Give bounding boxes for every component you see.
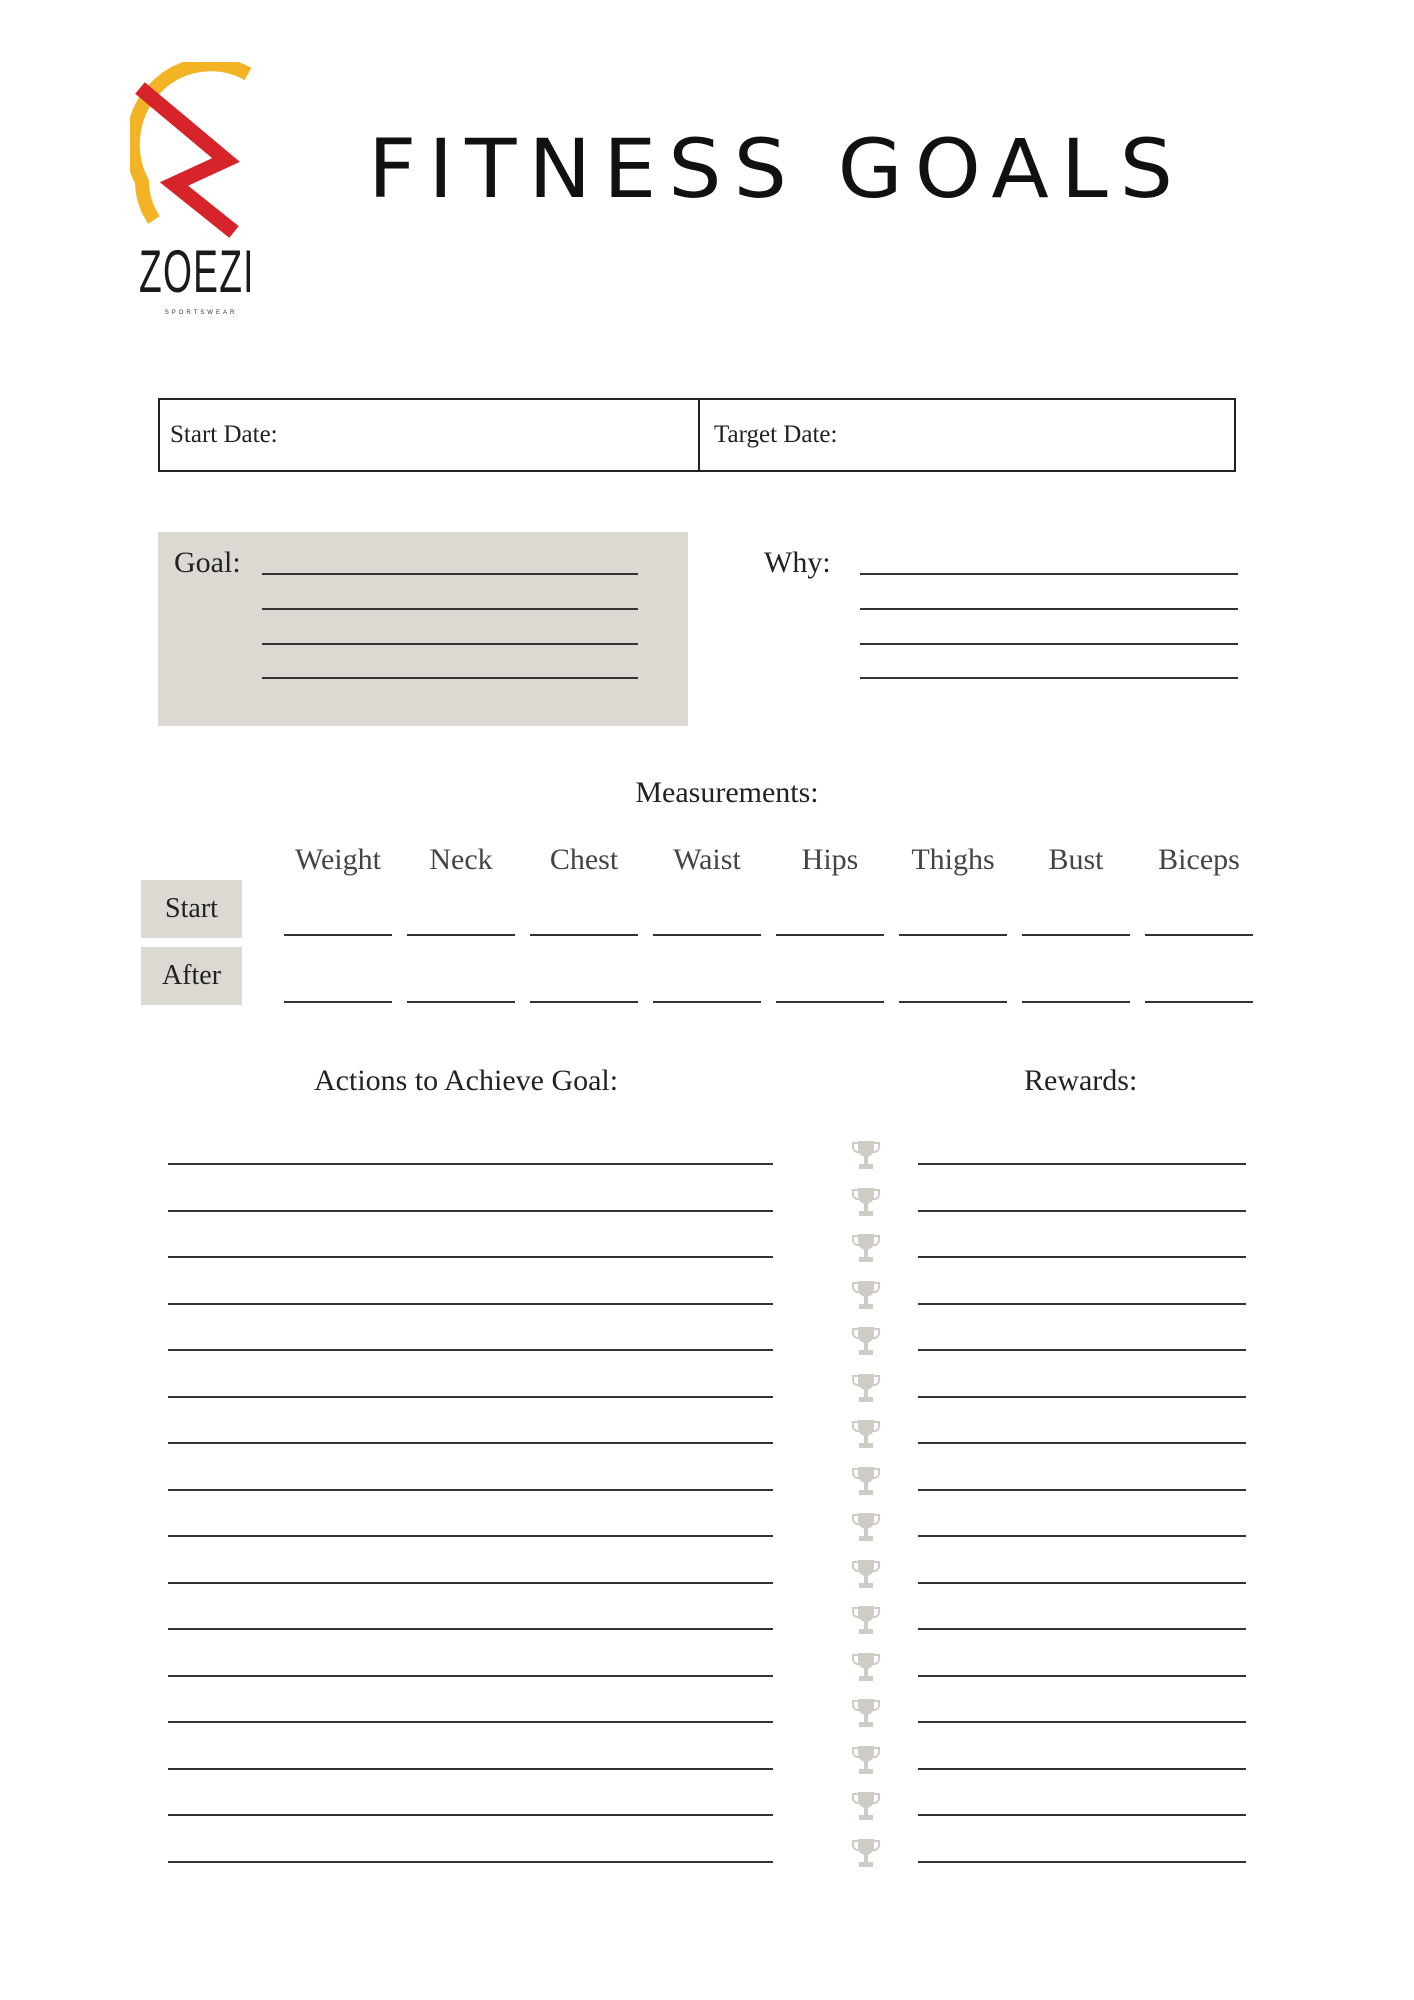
trophy-icon <box>852 1139 880 1173</box>
row-label-start: Start <box>141 880 242 938</box>
reward-line[interactable] <box>918 1349 1246 1351</box>
trophy-icon <box>852 1465 880 1499</box>
trophy-icon <box>852 1232 880 1266</box>
measurement-blank-after-thighs[interactable] <box>899 1001 1007 1003</box>
trophy-icon <box>852 1604 880 1638</box>
column-header-waist: Waist <box>673 843 741 876</box>
action-line[interactable] <box>168 1535 773 1537</box>
reward-line[interactable] <box>918 1256 1246 1258</box>
target-date-field[interactable] <box>714 400 837 470</box>
reward-line[interactable] <box>918 1489 1246 1491</box>
logo-tagline: SPORTSWEAR <box>164 310 238 316</box>
measurement-blank-start-neck[interactable] <box>407 934 515 936</box>
start-date-field[interactable] <box>170 400 278 470</box>
action-line[interactable] <box>168 1163 773 1165</box>
trophy-icon <box>852 1279 880 1313</box>
action-line[interactable] <box>168 1303 773 1305</box>
reward-line[interactable] <box>918 1628 1246 1630</box>
action-line[interactable] <box>168 1256 773 1258</box>
measurement-blank-start-hips[interactable] <box>776 934 884 936</box>
column-header-weight: Weight <box>295 843 381 876</box>
action-line[interactable] <box>168 1628 773 1630</box>
reward-line[interactable] <box>918 1721 1246 1723</box>
reward-line[interactable] <box>918 1210 1246 1212</box>
why-line[interactable] <box>860 573 1238 575</box>
measurement-blank-after-hips[interactable] <box>776 1001 884 1003</box>
measurement-blank-start-weight[interactable] <box>284 934 392 936</box>
measurement-blank-start-bust[interactable] <box>1022 934 1130 936</box>
actions-title: Actions to Achieve Goal: <box>314 1064 619 1097</box>
column-header-bust: Bust <box>1048 843 1104 876</box>
dates-box <box>158 398 1236 472</box>
why-label: Why: <box>764 546 831 579</box>
reward-line[interactable] <box>918 1582 1246 1584</box>
action-line[interactable] <box>168 1210 773 1212</box>
measurement-blank-start-chest[interactable] <box>530 934 638 936</box>
action-line[interactable] <box>168 1814 773 1816</box>
goal-line[interactable] <box>262 643 638 645</box>
trophy-icon <box>852 1790 880 1824</box>
page-title: FITNESS GOALS <box>368 121 1185 217</box>
why-line[interactable] <box>860 677 1238 679</box>
reward-line[interactable] <box>918 1814 1246 1816</box>
why-line[interactable] <box>860 608 1238 610</box>
column-header-chest: Chest <box>549 843 619 876</box>
measurements-title: Measurements: <box>635 776 819 809</box>
row-label-after: After <box>141 947 242 1005</box>
goal-line[interactable] <box>262 608 638 610</box>
why-line[interactable] <box>860 643 1238 645</box>
goal-label: Goal: <box>174 546 241 579</box>
target-date-label: Target Date: <box>714 421 838 448</box>
logo-wordmark: ZOEZI <box>139 238 255 305</box>
reward-line[interactable] <box>918 1396 1246 1398</box>
measurement-blank-after-waist[interactable] <box>653 1001 761 1003</box>
action-line[interactable] <box>168 1768 773 1770</box>
action-line[interactable] <box>168 1489 773 1491</box>
measurement-blank-after-neck[interactable] <box>407 1001 515 1003</box>
trophy-icon <box>852 1837 880 1871</box>
reward-line[interactable] <box>918 1163 1246 1165</box>
reward-line[interactable] <box>918 1303 1246 1305</box>
action-line[interactable] <box>168 1349 773 1351</box>
action-line[interactable] <box>168 1396 773 1398</box>
column-header-hips: Hips <box>801 843 859 876</box>
column-header-neck: Neck <box>429 843 493 876</box>
goal-line[interactable] <box>262 573 638 575</box>
reward-line[interactable] <box>918 1768 1246 1770</box>
action-line[interactable] <box>168 1721 773 1723</box>
trophy-icon <box>852 1651 880 1685</box>
trophy-icon <box>852 1186 880 1220</box>
trophy-icon <box>852 1744 880 1778</box>
reward-line[interactable] <box>918 1535 1246 1537</box>
measurement-blank-after-chest[interactable] <box>530 1001 638 1003</box>
start-date-label: Start Date: <box>170 421 278 448</box>
measurement-blank-after-bust[interactable] <box>1022 1001 1130 1003</box>
measurement-blank-start-thighs[interactable] <box>899 934 1007 936</box>
column-header-thighs: Thighs <box>911 843 995 876</box>
measurement-blank-start-biceps[interactable] <box>1145 934 1253 936</box>
measurement-blank-after-weight[interactable] <box>284 1001 392 1003</box>
trophy-icon <box>852 1511 880 1545</box>
reward-line[interactable] <box>918 1675 1246 1677</box>
rewards-title: Rewards: <box>1024 1064 1138 1097</box>
goal-panel <box>158 532 688 726</box>
trophy-icon <box>852 1325 880 1359</box>
dates-divider <box>698 400 700 470</box>
action-line[interactable] <box>168 1861 773 1863</box>
trophy-icon <box>852 1697 880 1731</box>
action-line[interactable] <box>168 1675 773 1677</box>
trophy-icon <box>852 1372 880 1406</box>
trophy-icon <box>852 1418 880 1452</box>
column-header-biceps: Biceps <box>1158 843 1240 876</box>
action-line[interactable] <box>168 1442 773 1444</box>
reward-line[interactable] <box>918 1442 1246 1444</box>
measurement-blank-start-waist[interactable] <box>653 934 761 936</box>
action-line[interactable] <box>168 1582 773 1584</box>
goal-line[interactable] <box>262 677 638 679</box>
trophy-icon <box>852 1558 880 1592</box>
reward-line[interactable] <box>918 1861 1246 1863</box>
measurement-blank-after-biceps[interactable] <box>1145 1001 1253 1003</box>
